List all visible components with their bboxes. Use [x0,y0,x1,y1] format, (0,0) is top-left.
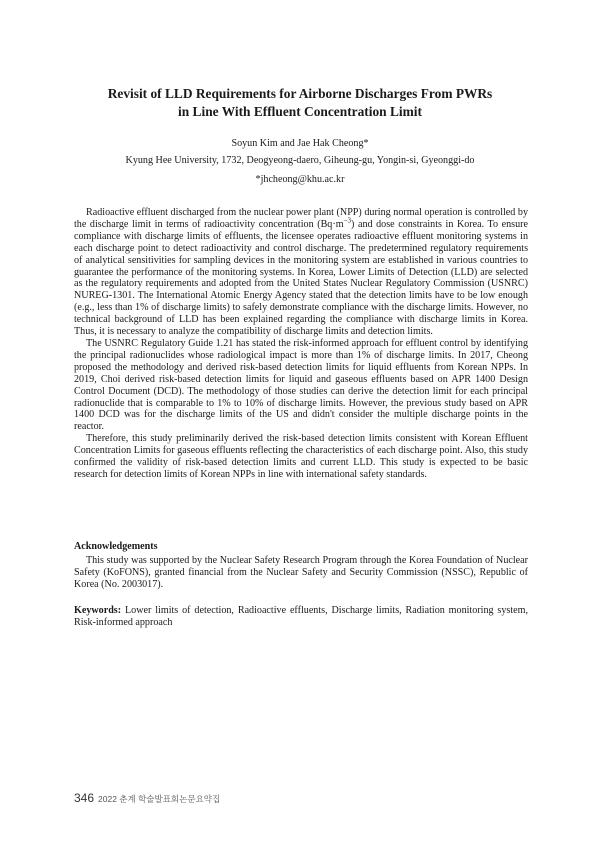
superscript-exponent: −3 [343,216,352,225]
paragraph-3: Therefore, this study preliminarily derived the risk-based detection limits consistent with Korean Effluent Concentration Limits for gaseous effluents reflecting the characteristics of each discharge point. Also, this study confirmed the validity of risk-based detection limits and current LLD. This study is expected to be basic research for detection limits of Korean NPPs in line with international safety standards. [74,433,528,480]
title-line-2: in Line With Effluent Concentration Limit [178,104,422,119]
paragraph-2: The USNRC Regulatory Guide 1.21 has stated the risk-informed approach for effluent control by identifying the principal radionuclides whose radiological impact is more than 1% of discharge limits. In 2017, Cheong proposed the methodology and derived risk-based detection limits for liquid effluents from Korean NPPs. In 2019, Choi derived risk-based detection limits for liquid and gaseous effluents based on APR 1400 Design Control Document (DCD). The methodology of those studies can derive the detection limit for each principal radionuclide that is comparable to 1% to 10% of discharge limits. However, the previous study based on APR 1400 DCD was for the discharge limits of the US and didn't consider the multiple discharge points in the reactor. [74,337,528,433]
proceedings-title: 2022 춘계 학술발표회논문요약집 [98,794,221,804]
paragraph-1 [74,207,528,338]
abstract-body [74,207,528,481]
keywords-label: Keywords: [74,605,122,616]
author-list: Soyun Kim and Jae Hak Cheong* [231,138,369,149]
corresponding-email: *jhcheong@khu.ac.kr [255,174,345,185]
paragraph-1-text-b: ) and dose constraints in Korea. To ensure compliance with discharge limits of effluents, the licensee operates radioactive effluent monitoring systems in each discharge point to detect radioactivity and control discharge. The predetermined regulatory requirements of analytical sensitivities for sampling devices in the monitoring system are established in various countries to guarantee the performance of the monitoring systems. In Korea, Lower Limits of Detection (LLD) are selected as the regulatory requirements and adopted from the United States Nuclear Regulatory Commission (USNRC) NUREG-1301. The International Atomic Energy Agency stated that the detection limits have to be low enough (e.g., less than 1% of discharge limits) to safely demonstrate compliance with the discharge limits. However, no technical background of LLD has been explained regarding the compliance with discharge limits in Korea. Thus, it is necessary to analyze the compatibility of discharge limits and detection limits. [74,218,528,338]
keywords [74,605,528,629]
page-number: 346 [74,791,95,805]
acknowledgements-text: This study was supported by the Nuclear Safety Research Program through the Korea Foundation of Nuclear Safety (KoFONS), granted financial from the Nuclear Safety and Security Commission (NSSC), Republic of Korea (No. 2003017). [74,555,528,590]
page-footer [74,791,220,805]
paper-title [60,85,540,121]
title-line-1: Revisit of LLD Requirements for Airborne Discharges From PWRs [107,86,493,101]
keywords-text: Lower limits of detection, Radioactive effluents, Discharge limits, Radiation monitoring system, Risk-informed approach [74,605,528,628]
acknowledgements-heading: Acknowledgements [74,541,158,552]
affiliation: Kyung Hee University, 1732, Deogyeong-daero, Giheung-gu, Yongin-si, Gyeonggi-do [125,155,475,166]
paragraph-1-text-a: Radioactive effluent discharged from the nuclear power plant (NPP) during normal operation is controlled by the discharge limit in terms of radioactivity concentration (Bq·m [74,207,528,230]
